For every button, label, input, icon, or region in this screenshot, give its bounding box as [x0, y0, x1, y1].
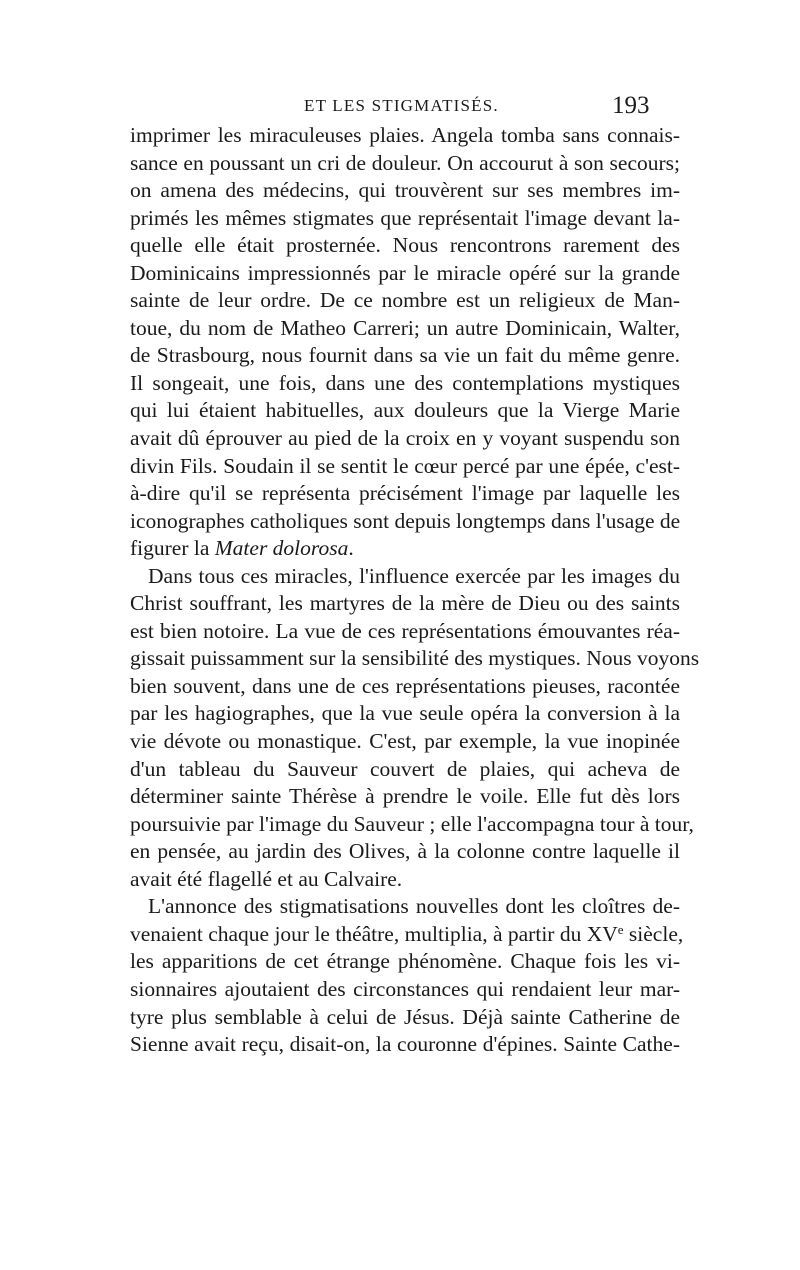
text-line: L'annonce des stigmatisations nouvelles dont les cloîtres de-: [148, 894, 680, 919]
text-segment: siècle,: [623, 921, 684, 946]
text-line: de Strasbourg, nous fournit dans sa vie un fait du même genre.: [130, 343, 680, 368]
text-line: quelle elle était prosternée. Nous rencontrons rarement des: [130, 233, 680, 258]
text-line: on amena des médecins, qui trouvèrent sur ses membres im-: [130, 178, 680, 203]
text-line: Dominicains impressionnés par le miracle opéré sur la grande: [130, 260, 680, 285]
text-line: Christ souffrant, les martyres de la mère de Dieu ou des saints: [130, 591, 680, 616]
body-text: [130, 122, 700, 1059]
text-line: sionnaires ajoutaient des circonstances qui rendaient leur mar-: [130, 976, 680, 1001]
text-line: en pensée, au jardin des Olives, à la colonne contre laquelle il: [130, 839, 680, 864]
running-header: [0, 91, 800, 121]
text-line: divin Fils. Soudain il se sentit le cœur percé par une épée, c'est-: [130, 453, 680, 478]
text-line: avait été flagellé et au Calvaire.: [130, 866, 403, 891]
running-title: ET LES STIGMATISÉS.: [304, 96, 499, 115]
text-line: les apparitions de cet étrange phénomène. Chaque fois les vi-: [130, 949, 680, 974]
text-line: bien souvent, dans une de ces représentations pieuses, racontée: [130, 673, 680, 698]
text-line: poursuivie par l'image du Sauveur ; elle l'accompagna tour à tour,: [130, 811, 694, 836]
text-line: sainte de leur ordre. De ce nombre est un religieux de Man-: [130, 288, 680, 313]
text-line: primés les mêmes stigmates que représentait l'image devant la-: [130, 205, 680, 230]
text-line: Sienne avait reçu, disait-on, la couronne d'épines. Sainte Cathe-: [130, 1032, 680, 1057]
text-line: toue, du nom de Matheo Carreri; un autre Dominicain, Walter,: [130, 315, 680, 340]
text-line: iconographes catholiques sont depuis longtemps dans l'usage de: [130, 508, 681, 533]
text-line: qui lui étaient habituelles, aux douleurs que la Vierge Marie: [130, 398, 680, 423]
text-line: gissait puissamment sur la sensibilité des mystiques. Nous voyons: [130, 646, 700, 671]
text-line: à-dire qu'il se représenta précisément l'image par laquelle les: [130, 481, 680, 506]
text-line: avait dû éprouver au pied de la croix en y voyant suspendu son: [130, 426, 680, 451]
text-line: Dans tous ces miracles, l'influence exercée par les images du: [148, 563, 680, 588]
text-segment: figurer la: [130, 536, 215, 561]
text-line: sance en poussant un cri de douleur. On accourut à son secours;: [130, 150, 680, 175]
century-numeral: XV: [586, 921, 618, 946]
text-line: par les hagiographes, que la vue seule opéra la conversion à la: [130, 701, 680, 726]
text-line: Il songeait, une fois, dans une des contemplations mystiques: [130, 370, 680, 395]
text-line: vie dévote ou monastique. C'est, par exemple, la vue inopinée: [130, 729, 680, 754]
text-line: imprimer les miraculeuses plaies. Angela tomba sans connais-: [130, 123, 680, 147]
page-number: 193: [612, 92, 650, 119]
superscript-e: e: [617, 921, 624, 937]
text-line: [130, 921, 684, 949]
text-segment: venaient chaque jour le théâtre, multiplia, à partir du: [130, 921, 587, 946]
italic-title: Mater dolorosa: [214, 536, 349, 561]
text-line: tyre plus semblable à celui de Jésus. Déjà sainte Catherine de: [130, 1004, 680, 1029]
text-line: est bien notoire. La vue de ces représentations émouvantes réa-: [130, 618, 680, 643]
text-line: d'un tableau du Sauveur couvert de plaies, qui acheva de: [130, 756, 680, 781]
text-line: [130, 535, 680, 563]
text-line: déterminer sainte Thérèse à prendre le voile. Elle fut dès lors: [130, 784, 680, 809]
text-segment: .: [348, 536, 354, 561]
